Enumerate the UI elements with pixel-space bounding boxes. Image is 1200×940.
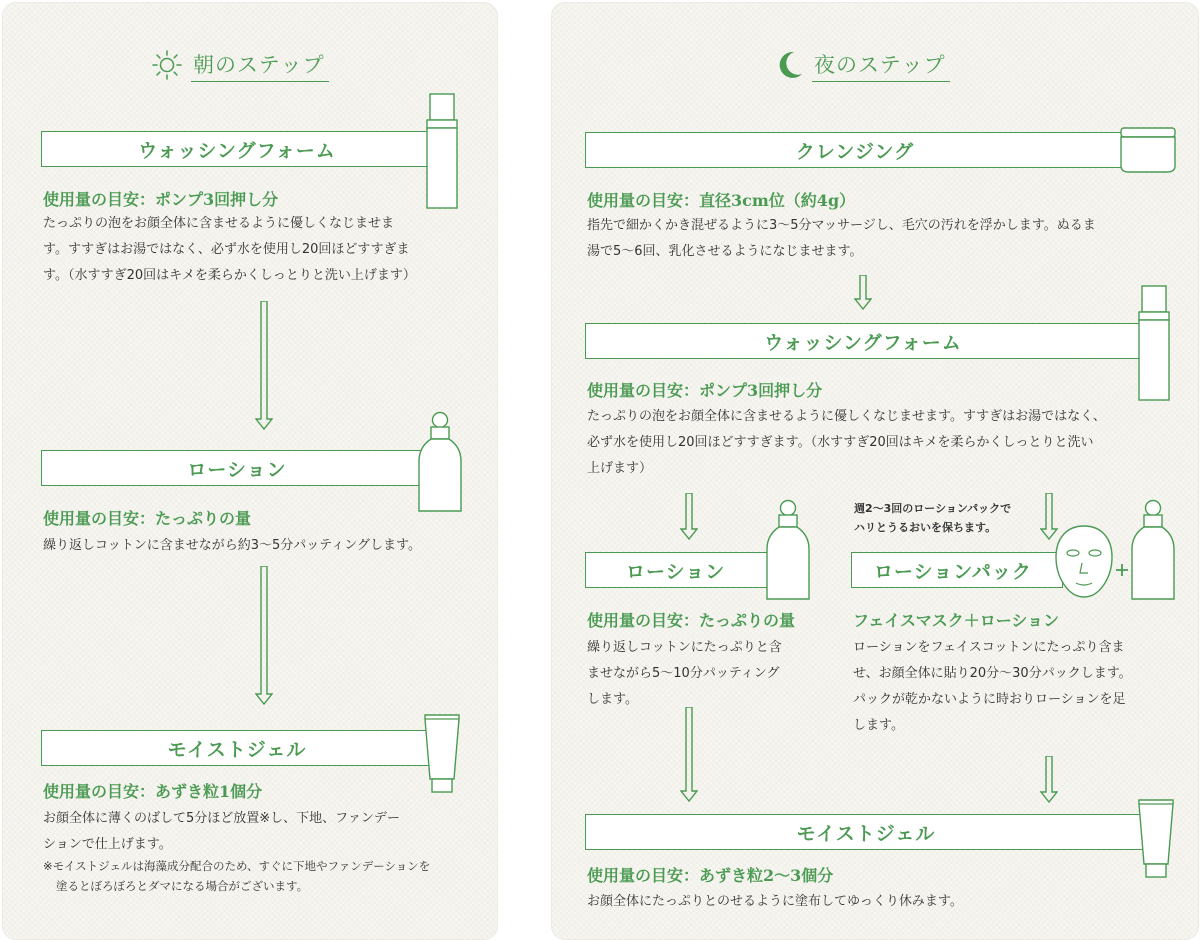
- down-arrow-icon: [255, 566, 273, 706]
- lotion-bottle-icon: [416, 411, 464, 515]
- plus-icon: [1115, 563, 1129, 577]
- morning-card: [2, 2, 498, 940]
- jar-icon: [1119, 126, 1177, 174]
- desc-line: 繰り返しコットンにたっぷりと含: [587, 640, 782, 655]
- desc-line: す。すすぎはお湯ではなく、必ず水を使用し20回ほどすすぎま: [43, 242, 410, 257]
- step-name: ローション: [187, 458, 287, 481]
- step-box-cleansing: [585, 132, 1125, 168]
- usage-label: 使用量の目安：直径3cm位（約4g）: [587, 191, 856, 210]
- step-description: [43, 806, 483, 858]
- usage-label: 使用量の目安：あずき粒1個分: [43, 782, 263, 801]
- desc-line: せ、お顔全体に貼り20分〜30分パックします。: [853, 666, 1132, 681]
- desc-line: す。（水すすぎ20回はキメを柔らかくしっとりと洗い上げます）: [43, 268, 416, 283]
- step-name: ローション: [626, 560, 726, 583]
- step-name: ウォッシングフォーム: [138, 139, 336, 162]
- desc-line: 湯で5〜6回、乳化させるようになじませます。: [587, 244, 863, 259]
- desc-line: します。: [587, 692, 638, 707]
- desc-line: ションで仕上げます。: [43, 837, 172, 852]
- step-name: クレンジング: [795, 140, 915, 163]
- step-name: ウォッシングフォーム: [764, 331, 962, 354]
- note-line: ハリとうるおいを保ちます。: [854, 521, 997, 534]
- desc-line: たっぷりの泡をお顔全体に含ませるように優しくなじませま: [43, 216, 395, 231]
- step-description: [43, 533, 483, 559]
- step-box-lotion-pack: [851, 552, 1063, 588]
- face-mask-icon: [1052, 523, 1116, 601]
- pump-bottle-icon: [425, 93, 459, 211]
- lotion-pack-note: [854, 499, 1054, 537]
- tube-icon: [423, 713, 461, 795]
- lotion-bottle-icon: [1129, 499, 1177, 603]
- night-card: [551, 2, 1199, 940]
- desc-line: ませながら5〜10分パッティング: [587, 666, 780, 681]
- tube-icon: [1137, 798, 1175, 880]
- desc-line: 繰り返しコットンに含ませながら約3〜5分パッティングします。: [43, 538, 421, 553]
- pump-bottle-icon: [1137, 285, 1171, 403]
- desc-line: 上げます）: [587, 461, 653, 476]
- usage-label: 使用量の目安：たっぷりの量: [587, 611, 796, 630]
- down-arrow-icon: [680, 493, 698, 541]
- step-description: [853, 635, 1193, 739]
- down-arrow-icon: [1040, 756, 1058, 804]
- caution-note: [43, 856, 483, 896]
- step-name: モイストジェル: [796, 822, 936, 845]
- down-arrow-icon: [854, 275, 872, 311]
- step-description: [587, 889, 1187, 915]
- step-description: [587, 635, 827, 713]
- desc-line: します。: [853, 718, 904, 733]
- usage-label: 使用量の目安：たっぷりの量: [43, 509, 252, 528]
- lotion-bottle-icon: [764, 499, 812, 603]
- step-box-moist-gel: [585, 814, 1147, 850]
- desc-line: たっぷりの泡をお顔全体に含ませるように優しくなじませます。すすぎはお湯ではなく、: [587, 409, 1106, 424]
- desc-line: お顔全体に薄くのばして5分ほど放置※し、下地、ファンデー: [43, 811, 400, 826]
- step-name: モイストジェル: [167, 738, 307, 761]
- note-line: ※モイストジェルは海藻成分配合のため、すぐに下地やファンデーションを: [43, 859, 431, 873]
- step-box-moist-gel: [41, 730, 433, 766]
- usage-label: 使用量の目安：ポンプ3回押し分: [43, 190, 279, 209]
- moon-icon: [774, 49, 804, 81]
- step-box-lotion: [41, 450, 433, 486]
- step-box-washing-foam: [585, 323, 1141, 359]
- step-name: ローションパック: [874, 560, 1032, 583]
- step-description: [587, 404, 1187, 482]
- desc-line: 必ず水を使用し20回ほどすすぎます。（水すすぎ20回はキメを柔らかくしっとりと洗い: [587, 435, 1094, 450]
- step-description: [587, 213, 1187, 265]
- night-title-text: 夜のステップ: [812, 49, 950, 82]
- night-title: [774, 45, 950, 85]
- desc-line: パックが乾かないように時おりローションを足: [853, 692, 1126, 707]
- desc-line: お顔全体にたっぷりとのせるように塗布してゆっくり休みます。: [587, 894, 963, 909]
- down-arrow-icon: [680, 707, 698, 803]
- step-box-washing-foam: [41, 131, 433, 167]
- down-arrow-icon: [255, 301, 273, 431]
- note-line: 塗るとぼろぼろとダマになる場合がございます。: [56, 879, 309, 893]
- morning-title-text: 朝のステップ: [191, 49, 329, 82]
- step-description: [43, 211, 483, 289]
- step-box-lotion: [585, 552, 775, 588]
- note-line: 週2〜3回のローションパックで: [854, 502, 1012, 515]
- morning-title: [151, 45, 329, 85]
- usage-label: 使用量の目安：ポンプ3回押し分: [587, 381, 823, 400]
- desc-line: ローションをフェイスコットンにたっぷり含ま: [853, 640, 1125, 655]
- desc-line: 指先で細かくかき混ぜるように3〜5分マッサージし、毛穴の汚れを浮かします。ぬるま: [587, 218, 1096, 233]
- usage-label: フェイスマスク＋ローション: [853, 611, 1060, 630]
- sun-icon: [151, 49, 183, 81]
- usage-label: 使用量の目安：あずき粒2〜3個分: [587, 866, 834, 885]
